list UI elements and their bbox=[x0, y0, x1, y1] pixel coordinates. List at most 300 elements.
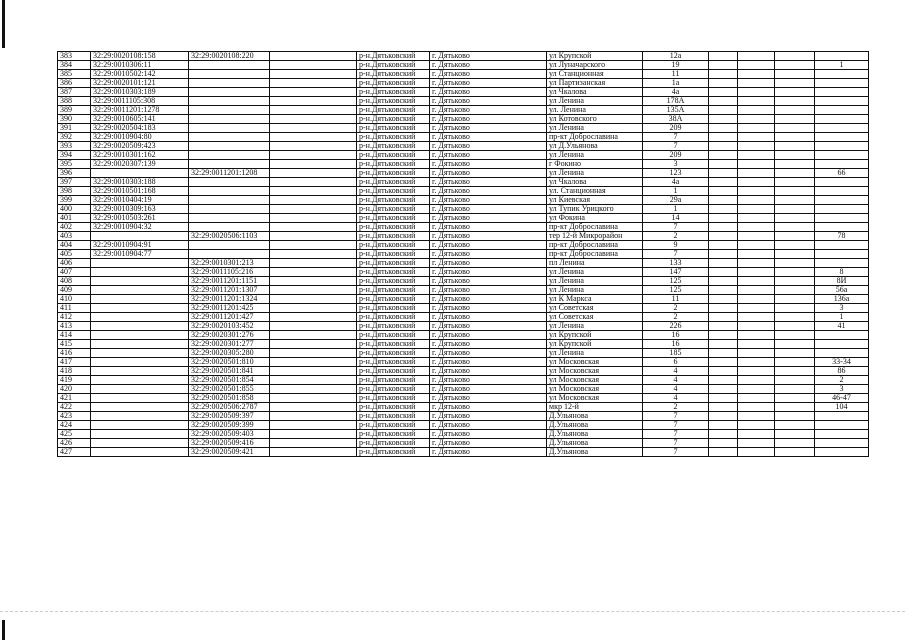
town-cell: г. Дятьково bbox=[430, 322, 547, 331]
premises-cadastral-number-cell: 32:29:0020506:2787 bbox=[189, 403, 270, 412]
district-cell: р-н.Дятьковский bbox=[357, 394, 430, 403]
building-cell bbox=[709, 322, 738, 331]
letter-cell bbox=[775, 313, 815, 322]
row-number-cell: 391 bbox=[58, 124, 91, 133]
structure-cell bbox=[738, 61, 775, 70]
apartment-number-cell bbox=[815, 178, 869, 187]
premises-cadastral-number-cell bbox=[189, 250, 270, 259]
apartment-number-cell bbox=[815, 97, 869, 106]
town-cell: г. Дятьково bbox=[430, 277, 547, 286]
blank-cell bbox=[270, 169, 357, 178]
letter-cell bbox=[775, 97, 815, 106]
apartment-number-cell bbox=[815, 160, 869, 169]
letter-cell bbox=[775, 241, 815, 250]
letter-cell bbox=[775, 133, 815, 142]
town-cell: г. Дятьково bbox=[430, 106, 547, 115]
cadastral-number-cell bbox=[91, 322, 189, 331]
apartment-number-cell: 1 bbox=[815, 313, 869, 322]
table-row bbox=[58, 340, 869, 349]
apartment-number-cell bbox=[815, 259, 869, 268]
table-row bbox=[58, 286, 869, 295]
building-cell bbox=[709, 277, 738, 286]
house-number-cell: 11 bbox=[643, 70, 709, 79]
street-cell: мкр 12-й bbox=[547, 403, 643, 412]
table-row bbox=[58, 133, 869, 142]
letter-cell bbox=[775, 160, 815, 169]
row-number-cell: 392 bbox=[58, 133, 91, 142]
town-cell: г. Дятьково bbox=[430, 376, 547, 385]
town-cell: г. Дятьково bbox=[430, 52, 547, 61]
row-number-cell: 407 bbox=[58, 268, 91, 277]
blank-cell bbox=[270, 331, 357, 340]
district-cell: р-н.Дятьковский bbox=[357, 421, 430, 430]
district-cell: р-н.Дятьковский bbox=[357, 241, 430, 250]
structure-cell bbox=[738, 223, 775, 232]
house-number-cell: 147 bbox=[643, 268, 709, 277]
town-cell: г. Дятьково bbox=[430, 421, 547, 430]
building-cell bbox=[709, 232, 738, 241]
town-cell: г. Дятьково bbox=[430, 142, 547, 151]
town-cell: г. Дятьково bbox=[430, 133, 547, 142]
town-cell: г. Дятьково bbox=[430, 70, 547, 79]
letter-cell bbox=[775, 286, 815, 295]
blank-cell bbox=[270, 268, 357, 277]
house-number-cell: 7 bbox=[643, 430, 709, 439]
house-number-cell: 7 bbox=[643, 223, 709, 232]
town-cell: г. Дятьково bbox=[430, 448, 547, 457]
house-number-cell: 123 bbox=[643, 169, 709, 178]
blank-cell bbox=[270, 97, 357, 106]
table-row bbox=[58, 358, 869, 367]
structure-cell bbox=[738, 385, 775, 394]
row-number-cell: 396 bbox=[58, 169, 91, 178]
apartment-number-cell: 46-47 bbox=[815, 394, 869, 403]
cadastral-number-cell: 32:29:0011201:1278 bbox=[91, 106, 189, 115]
premises-cadastral-number-cell: 32:29:0011201:1208 bbox=[189, 169, 270, 178]
building-cell bbox=[709, 88, 738, 97]
letter-cell bbox=[775, 331, 815, 340]
structure-cell bbox=[738, 79, 775, 88]
house-number-cell: 226 bbox=[643, 322, 709, 331]
town-cell: г. Дятьково bbox=[430, 385, 547, 394]
premises-cadastral-number-cell bbox=[189, 178, 270, 187]
apartment-number-cell bbox=[815, 349, 869, 358]
house-number-cell: 4 bbox=[643, 394, 709, 403]
street-cell: ул Московская bbox=[547, 358, 643, 367]
letter-cell bbox=[775, 304, 815, 313]
structure-cell bbox=[738, 259, 775, 268]
row-number-cell: 418 bbox=[58, 367, 91, 376]
town-cell: г. Дятьково bbox=[430, 124, 547, 133]
building-cell bbox=[709, 304, 738, 313]
district-cell: р-н.Дятьковский bbox=[357, 187, 430, 196]
street-cell: тер 12-й Микрорайон bbox=[547, 232, 643, 241]
district-cell: р-н.Дятьковский bbox=[357, 151, 430, 160]
property-register-body bbox=[58, 52, 869, 457]
cadastral-number-cell: 32:29:0010501:168 bbox=[91, 187, 189, 196]
house-number-cell: 7 bbox=[643, 142, 709, 151]
row-number-cell: 414 bbox=[58, 331, 91, 340]
apartment-number-cell bbox=[815, 196, 869, 205]
row-number-cell: 409 bbox=[58, 286, 91, 295]
building-cell bbox=[709, 412, 738, 421]
town-cell: г. Дятьково bbox=[430, 331, 547, 340]
town-cell: г. Дятьково bbox=[430, 178, 547, 187]
blank-cell bbox=[270, 160, 357, 169]
district-cell: р-н.Дятьковский bbox=[357, 340, 430, 349]
table-row bbox=[58, 52, 869, 61]
cadastral-number-cell bbox=[91, 385, 189, 394]
premises-cadastral-number-cell: 32:29:0011201:1307 bbox=[189, 286, 270, 295]
cadastral-number-cell: 32:29:0010303:188 bbox=[91, 178, 189, 187]
row-number-cell: 385 bbox=[58, 70, 91, 79]
structure-cell bbox=[738, 376, 775, 385]
table-row bbox=[58, 313, 869, 322]
house-number-cell: 2 bbox=[643, 304, 709, 313]
street-cell: ул Московская bbox=[547, 367, 643, 376]
blank-cell bbox=[270, 322, 357, 331]
table-row bbox=[58, 367, 869, 376]
house-number-cell: 4а bbox=[643, 88, 709, 97]
cadastral-number-cell bbox=[91, 439, 189, 448]
district-cell: р-н.Дятьковский bbox=[357, 358, 430, 367]
cadastral-number-cell bbox=[91, 448, 189, 457]
town-cell: г. Дятьково bbox=[430, 232, 547, 241]
structure-cell bbox=[738, 295, 775, 304]
district-cell: р-н.Дятьковский bbox=[357, 367, 430, 376]
blank-cell bbox=[270, 52, 357, 61]
structure-cell bbox=[738, 286, 775, 295]
row-number-cell: 386 bbox=[58, 79, 91, 88]
structure-cell bbox=[738, 52, 775, 61]
blank-cell bbox=[270, 205, 357, 214]
town-cell: г. Дятьково bbox=[430, 169, 547, 178]
district-cell: р-н.Дятьковский bbox=[357, 322, 430, 331]
apartment-number-cell bbox=[815, 439, 869, 448]
blank-cell bbox=[270, 196, 357, 205]
house-number-cell: 4 bbox=[643, 376, 709, 385]
row-number-cell: 412 bbox=[58, 313, 91, 322]
table-row bbox=[58, 142, 869, 151]
house-number-cell: 2 bbox=[643, 403, 709, 412]
house-number-cell: 133 bbox=[643, 259, 709, 268]
cadastral-number-cell bbox=[91, 232, 189, 241]
district-cell: р-н.Дятьковский bbox=[357, 250, 430, 259]
scan-edge-mark-bottom bbox=[2, 620, 5, 640]
cadastral-number-cell: 32:29:0010502:142 bbox=[91, 70, 189, 79]
cadastral-number-cell: 32:29:0010605:141 bbox=[91, 115, 189, 124]
premises-cadastral-number-cell bbox=[189, 88, 270, 97]
letter-cell bbox=[775, 340, 815, 349]
street-cell: ул Ленина bbox=[547, 124, 643, 133]
town-cell: г. Дятьково bbox=[430, 340, 547, 349]
district-cell: р-н.Дятьковский bbox=[357, 331, 430, 340]
letter-cell bbox=[775, 412, 815, 421]
letter-cell bbox=[775, 52, 815, 61]
table-row bbox=[58, 88, 869, 97]
apartment-number-cell: 66 bbox=[815, 169, 869, 178]
structure-cell bbox=[738, 187, 775, 196]
street-cell: Д.Ульянова bbox=[547, 439, 643, 448]
row-number-cell: 393 bbox=[58, 142, 91, 151]
building-cell bbox=[709, 394, 738, 403]
table-row bbox=[58, 232, 869, 241]
street-cell: г Фокино bbox=[547, 160, 643, 169]
structure-cell bbox=[738, 322, 775, 331]
town-cell: г. Дятьково bbox=[430, 88, 547, 97]
town-cell: г. Дятьково bbox=[430, 115, 547, 124]
building-cell bbox=[709, 376, 738, 385]
street-cell: ул Советская bbox=[547, 304, 643, 313]
letter-cell bbox=[775, 367, 815, 376]
town-cell: г. Дятьково bbox=[430, 358, 547, 367]
building-cell bbox=[709, 61, 738, 70]
table-row bbox=[58, 376, 869, 385]
building-cell bbox=[709, 187, 738, 196]
cadastral-number-cell bbox=[91, 403, 189, 412]
blank-cell bbox=[270, 439, 357, 448]
district-cell: р-н.Дятьковский bbox=[357, 70, 430, 79]
apartment-number-cell bbox=[815, 430, 869, 439]
row-number-cell: 408 bbox=[58, 277, 91, 286]
premises-cadastral-number-cell bbox=[189, 133, 270, 142]
table-row bbox=[58, 259, 869, 268]
town-cell: г. Дятьково bbox=[430, 205, 547, 214]
house-number-cell: 1а bbox=[643, 79, 709, 88]
apartment-number-cell: 3 bbox=[815, 385, 869, 394]
cadastral-number-cell bbox=[91, 313, 189, 322]
district-cell: р-н.Дятьковский bbox=[357, 277, 430, 286]
blank-cell bbox=[270, 79, 357, 88]
letter-cell bbox=[775, 439, 815, 448]
district-cell: р-н.Дятьковский bbox=[357, 88, 430, 97]
row-number-cell: 399 bbox=[58, 196, 91, 205]
building-cell bbox=[709, 151, 738, 160]
district-cell: р-н.Дятьковский bbox=[357, 376, 430, 385]
table-row bbox=[58, 241, 869, 250]
cadastral-number-cell: 32:29:0020504:183 bbox=[91, 124, 189, 133]
house-number-cell: 16 bbox=[643, 331, 709, 340]
blank-cell bbox=[270, 178, 357, 187]
building-cell bbox=[709, 142, 738, 151]
table-row bbox=[58, 196, 869, 205]
building-cell bbox=[709, 340, 738, 349]
district-cell: р-н.Дятьковский bbox=[357, 205, 430, 214]
street-cell: ул Крупской bbox=[547, 340, 643, 349]
house-number-cell: 11 bbox=[643, 295, 709, 304]
street-cell: ул Тупик Урицкого bbox=[547, 205, 643, 214]
row-number-cell: 416 bbox=[58, 349, 91, 358]
table-row bbox=[58, 439, 869, 448]
apartment-number-cell bbox=[815, 106, 869, 115]
cadastral-number-cell bbox=[91, 331, 189, 340]
premises-cadastral-number-cell: 32:29:0011105:216 bbox=[189, 268, 270, 277]
blank-cell bbox=[270, 124, 357, 133]
table-row bbox=[58, 331, 869, 340]
premises-cadastral-number-cell: 32:29:0020305:280 bbox=[189, 349, 270, 358]
premises-cadastral-number-cell: 32:29:0020506:1103 bbox=[189, 232, 270, 241]
letter-cell bbox=[775, 124, 815, 133]
town-cell: г. Дятьково bbox=[430, 439, 547, 448]
blank-cell bbox=[270, 88, 357, 97]
district-cell: р-н.Дятьковский bbox=[357, 214, 430, 223]
table-row bbox=[58, 430, 869, 439]
building-cell bbox=[709, 178, 738, 187]
cadastral-number-cell bbox=[91, 376, 189, 385]
row-number-cell: 419 bbox=[58, 376, 91, 385]
cadastral-number-cell bbox=[91, 430, 189, 439]
premises-cadastral-number-cell: 32:29:0020108:220 bbox=[189, 52, 270, 61]
table-row bbox=[58, 151, 869, 160]
apartment-number-cell: 41 bbox=[815, 322, 869, 331]
apartment-number-cell bbox=[815, 142, 869, 151]
district-cell: р-н.Дятьковский bbox=[357, 169, 430, 178]
district-cell: р-н.Дятьковский bbox=[357, 142, 430, 151]
apartment-number-cell bbox=[815, 52, 869, 61]
house-number-cell: 135А bbox=[643, 106, 709, 115]
building-cell bbox=[709, 214, 738, 223]
table-row bbox=[58, 421, 869, 430]
row-number-cell: 410 bbox=[58, 295, 91, 304]
letter-cell bbox=[775, 151, 815, 160]
structure-cell bbox=[738, 340, 775, 349]
cadastral-number-cell bbox=[91, 295, 189, 304]
row-number-cell: 384 bbox=[58, 61, 91, 70]
building-cell bbox=[709, 313, 738, 322]
blank-cell bbox=[270, 61, 357, 70]
building-cell bbox=[709, 205, 738, 214]
structure-cell bbox=[738, 97, 775, 106]
letter-cell bbox=[775, 394, 815, 403]
letter-cell bbox=[775, 61, 815, 70]
district-cell: р-н.Дятьковский bbox=[357, 286, 430, 295]
premises-cadastral-number-cell bbox=[189, 70, 270, 79]
premises-cadastral-number-cell: 32:29:0011201:427 bbox=[189, 313, 270, 322]
premises-cadastral-number-cell bbox=[189, 79, 270, 88]
premises-cadastral-number-cell: 32:29:0020509:397 bbox=[189, 412, 270, 421]
letter-cell bbox=[775, 448, 815, 457]
letter-cell bbox=[775, 178, 815, 187]
row-number-cell: 402 bbox=[58, 223, 91, 232]
district-cell: р-н.Дятьковский bbox=[357, 115, 430, 124]
letter-cell bbox=[775, 169, 815, 178]
cadastral-number-cell: 32:29:0010306:11 bbox=[91, 61, 189, 70]
cadastral-number-cell: 32:29:0020108:158 bbox=[91, 52, 189, 61]
blank-cell bbox=[270, 142, 357, 151]
premises-cadastral-number-cell: 32:29:0011201:1151 bbox=[189, 277, 270, 286]
blank-cell bbox=[270, 115, 357, 124]
apartment-number-cell bbox=[815, 421, 869, 430]
street-cell: ул. Ленина bbox=[547, 106, 643, 115]
town-cell: г. Дятьково bbox=[430, 79, 547, 88]
structure-cell bbox=[738, 151, 775, 160]
letter-cell bbox=[775, 106, 815, 115]
house-number-cell: 125 bbox=[643, 277, 709, 286]
district-cell: р-н.Дятьковский bbox=[357, 232, 430, 241]
building-cell bbox=[709, 106, 738, 115]
cadastral-number-cell bbox=[91, 304, 189, 313]
street-cell: ул Луначарского bbox=[547, 61, 643, 70]
town-cell: г. Дятьково bbox=[430, 394, 547, 403]
town-cell: г. Дятьково bbox=[430, 61, 547, 70]
scan-edge-mark-top bbox=[2, 0, 5, 48]
row-number-cell: 398 bbox=[58, 187, 91, 196]
structure-cell bbox=[738, 124, 775, 133]
building-cell bbox=[709, 421, 738, 430]
town-cell: г. Дятьково bbox=[430, 412, 547, 421]
letter-cell bbox=[775, 70, 815, 79]
table-row bbox=[58, 394, 869, 403]
row-number-cell: 388 bbox=[58, 97, 91, 106]
cadastral-number-cell: 32:29:0010301:162 bbox=[91, 151, 189, 160]
street-cell: ул Фокина bbox=[547, 214, 643, 223]
letter-cell bbox=[775, 205, 815, 214]
cadastral-number-cell bbox=[91, 367, 189, 376]
letter-cell bbox=[775, 421, 815, 430]
street-cell: ул Станционная bbox=[547, 70, 643, 79]
structure-cell bbox=[738, 241, 775, 250]
row-number-cell: 405 bbox=[58, 250, 91, 259]
table-row bbox=[58, 412, 869, 421]
building-cell bbox=[709, 124, 738, 133]
table-row bbox=[58, 97, 869, 106]
street-cell: Д.Ульянова bbox=[547, 421, 643, 430]
street-cell: ул Ленина bbox=[547, 151, 643, 160]
scan-artifact-line bbox=[0, 611, 905, 612]
structure-cell bbox=[738, 250, 775, 259]
premises-cadastral-number-cell bbox=[189, 214, 270, 223]
street-cell: ул Крупской bbox=[547, 331, 643, 340]
apartment-number-cell bbox=[815, 340, 869, 349]
street-cell: ул Московская bbox=[547, 394, 643, 403]
house-number-cell: 178А bbox=[643, 97, 709, 106]
letter-cell bbox=[775, 88, 815, 97]
cadastral-number-cell: 32:29:0010503:261 bbox=[91, 214, 189, 223]
row-number-cell: 397 bbox=[58, 178, 91, 187]
letter-cell bbox=[775, 223, 815, 232]
apartment-number-cell: 104 bbox=[815, 403, 869, 412]
house-number-cell: 4 bbox=[643, 367, 709, 376]
table-row bbox=[58, 205, 869, 214]
table-row bbox=[58, 448, 869, 457]
building-cell bbox=[709, 385, 738, 394]
blank-cell bbox=[270, 259, 357, 268]
letter-cell bbox=[775, 277, 815, 286]
town-cell: г. Дятьково bbox=[430, 268, 547, 277]
apartment-number-cell bbox=[815, 223, 869, 232]
town-cell: г. Дятьково bbox=[430, 313, 547, 322]
premises-cadastral-number-cell bbox=[189, 196, 270, 205]
row-number-cell: 421 bbox=[58, 394, 91, 403]
district-cell: р-н.Дятьковский bbox=[357, 97, 430, 106]
street-cell: ул Советская bbox=[547, 313, 643, 322]
row-number-cell: 425 bbox=[58, 430, 91, 439]
structure-cell bbox=[738, 133, 775, 142]
premises-cadastral-number-cell: 32:29:0020301:277 bbox=[189, 340, 270, 349]
street-cell: ул Чкалова bbox=[547, 88, 643, 97]
row-number-cell: 404 bbox=[58, 241, 91, 250]
blank-cell bbox=[270, 250, 357, 259]
apartment-number-cell: 86 bbox=[815, 367, 869, 376]
premises-cadastral-number-cell: 32:29:0020509:421 bbox=[189, 448, 270, 457]
cadastral-number-cell: 32:29:0010904:77 bbox=[91, 250, 189, 259]
apartment-number-cell bbox=[815, 151, 869, 160]
town-cell: г. Дятьково bbox=[430, 286, 547, 295]
blank-cell bbox=[270, 286, 357, 295]
street-cell: ул Д.Ульянова bbox=[547, 142, 643, 151]
apartment-number-cell bbox=[815, 187, 869, 196]
house-number-cell: 1 bbox=[643, 187, 709, 196]
